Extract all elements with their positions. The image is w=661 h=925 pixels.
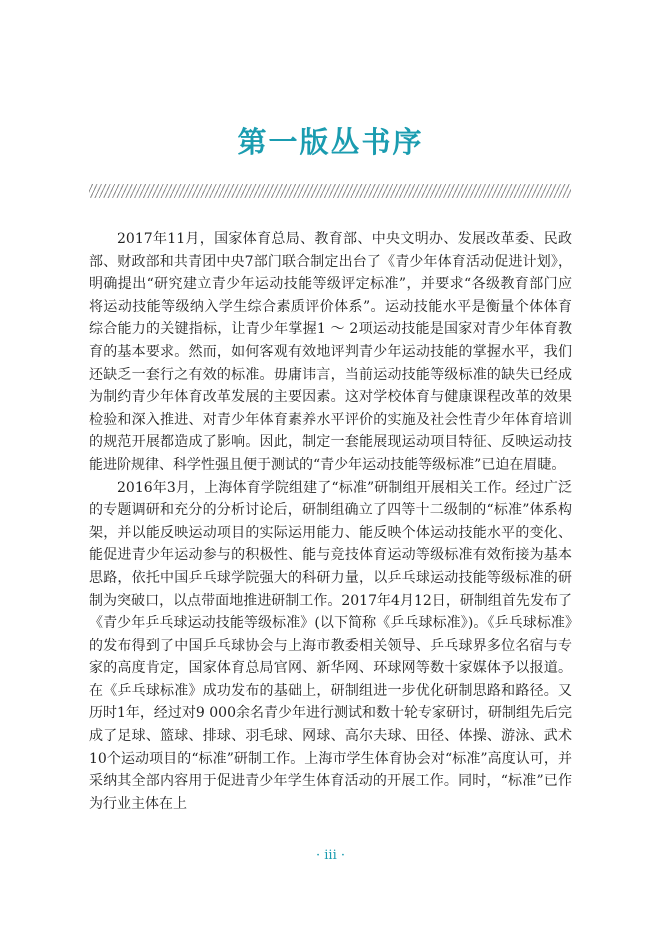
decorative-hatch-divider <box>89 184 571 198</box>
page-number: · iii · <box>315 848 345 863</box>
page-title: 第一版丛书序 <box>237 125 424 159</box>
paragraph: 2017年11月，国家体育总局、教育部、中央文明办、发展改革委、民政部、财政部和共青团中央7部门联合制定出台了《青少年体育活动促进计划》，明确提出“研究建立青少年运动技能等级评定标准”，并要求“各级教育部门应将运动技能等级纳入学生综合素质评价体系”。运动技能水平是衡量个体体育综合能力的关键指标，让青少年掌握1 ～ 2项运动技能是国家对青少年体育教育的基本要求。然而，如何客观有效地评判青少年运动技能的掌握水平，我们还缺乏一套行之有效的标准。毋庸讳言，当前运动技能等级标准的缺失已经成为制约青少年体育改革发展的主要因素。这对学校体育与健康课程改革的效果检验和深入推进、对青少年体育素养水平评价的实施及社会性青少年体育培训的规范开展都造成了影响。因此，制定一套能展现运动项目特征、反映运动技能进阶规律、科学性强且便于测试的“青少年运动技能等级标准”已迫在眉睫。 <box>89 231 572 473</box>
paragraph: 2016年3月，上海体育学院组建了“标准”研制组开展相关工作。经过广泛的专题调研和充分的分析讨论后，研制组确立了四等十二级制的“标准”体系构架，并以能反映运动项目的实际运用能力、能反映个体运动技能水平的变化、能促进青少年运动参与的积极性、能与竞技体育运动等级标准有效衔接为基本思路，依托中国乒乓球学院强大的科研力量，以乒乓球运动技能等级标准的研制为突破口，以点带面地推进研制工作。2017年4月12日，研制组首先发布了《青少年乒乓球运动技能等级标准》(以下简称《乒乓球标准》)。《乒乓球标准》的发布得到了中国乒乓球协会与上海市教委相关领导、乒乓球界多位名宿与专家的高度肯定，国家体育总局官网、新华网、环球网等数十家媒体予以报道。在《乒乓球标准》成功发布的基础上，研制组进一步优化研制思路和路径。又历时1年，经过对9 000余名青少年进行测试和数十轮专家研讨，研制组先后完成了足球、篮球、排球、羽毛球、网球、高尔夫球、田径、体操、游泳、武术10个运动项目的“标准”研制工作。上海市学生体育协会对“标准”高度认可，并采纳其全部内容用于促进青少年学生体育活动的开展工作。同时，“标准”已作为行业主体在上 <box>89 479 572 812</box>
body-text <box>89 228 572 815</box>
